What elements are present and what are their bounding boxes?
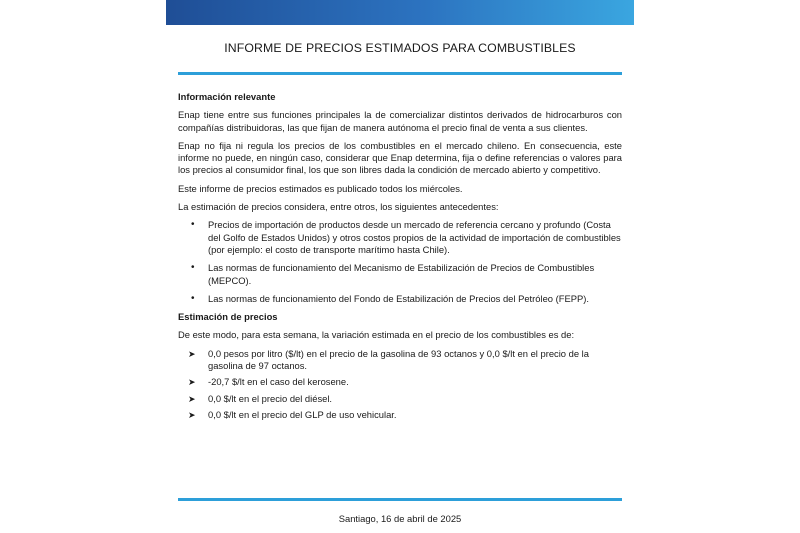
- list-item-text: 0,0 pesos por litro ($/lt) en el precio de la gasolina de 93 octanos y 0,0 $/lt en el precio de la gasolina de 97 octanos.: [208, 347, 589, 372]
- list-item-text: Precios de importación de productos desde un mercado de referencia cercano y profundo (Costa del Golfo de Estados Unidos) y otros costos propios de la actividad de importación de combustibles (por ejemplo: el costo de transporte marítimo hasta Chile).: [208, 219, 621, 255]
- bullet-dot-icon: •: [191, 262, 195, 274]
- paragraph: Enap tiene entre sus funciones principales la de comercializar distintos derivados de hidrocarburos con compañías distribuidoras, las que fijan de manera autónoma el precio final de venta a sus clientes.: [178, 109, 622, 133]
- list-item: [178, 348, 622, 373]
- bullet-dot-icon: •: [191, 292, 195, 304]
- bullet-dot-icon: •: [191, 219, 195, 231]
- paragraph: De este modo, para esta semana, la variación estimada en el precio de los combustibles es de:: [178, 329, 575, 341]
- arrow-bullet-icon: ➤: [188, 348, 196, 359]
- footer-date: Santiago, 16 de abril de 2025: [338, 513, 462, 524]
- list-item: [178, 409, 622, 421]
- list-item: [178, 376, 622, 388]
- antecedents-list: [178, 219, 622, 305]
- section-heading-estimation: Estimación de precios: [178, 311, 278, 323]
- section-heading-info: Información relevante: [178, 91, 276, 102]
- list-item: [178, 293, 622, 305]
- list-item-text: 0,0 $/lt en el precio del GLP de uso vehicular.: [208, 408, 397, 420]
- document-title: INFORME DE PRECIOS ESTIMADOS PARA COMBUSTIBLES: [224, 41, 576, 55]
- list-item: [178, 262, 622, 287]
- arrow-bullet-icon: ➤: [188, 409, 196, 420]
- paragraph: Este informe de precios estimados es publicado todos los miércoles.: [178, 182, 463, 194]
- document-body: [178, 91, 622, 425]
- list-item: [178, 219, 622, 256]
- document-page: [166, 0, 634, 533]
- arrow-bullet-icon: ➤: [188, 377, 196, 388]
- paragraph: La estimación de precios considera, entre otros, los siguientes antecedentes:: [178, 201, 499, 213]
- list-item: [178, 393, 622, 405]
- header-banner: [166, 0, 634, 25]
- list-item-text: Las normas de funcionamiento del Mecanismo de Estabilización de Precios de Combustibles (MEPCO).: [208, 262, 595, 286]
- bottom-divider: [178, 498, 622, 501]
- list-item-text: 0,0 $/lt en el precio del diésel.: [208, 392, 333, 404]
- list-item-text: Las normas de funcionamiento del Fondo de Estabilización de Precios del Petróleo (FEPP).: [208, 292, 589, 304]
- top-divider: [178, 72, 622, 75]
- paragraph: Enap no fija ni regula los precios de los combustibles en el mercado chileno. En consecuencia, este informe no puede, en ningún caso, considerar que Enap determina, fija o define referencias o valores para los precios al consumidor final, los que son libres dada la condición de mercado abierto y competitivo.: [178, 139, 622, 176]
- list-item-text: -20,7 $/lt en el caso del kerosene.: [208, 376, 349, 388]
- price-variation-list: [178, 348, 622, 421]
- arrow-bullet-icon: ➤: [188, 393, 196, 404]
